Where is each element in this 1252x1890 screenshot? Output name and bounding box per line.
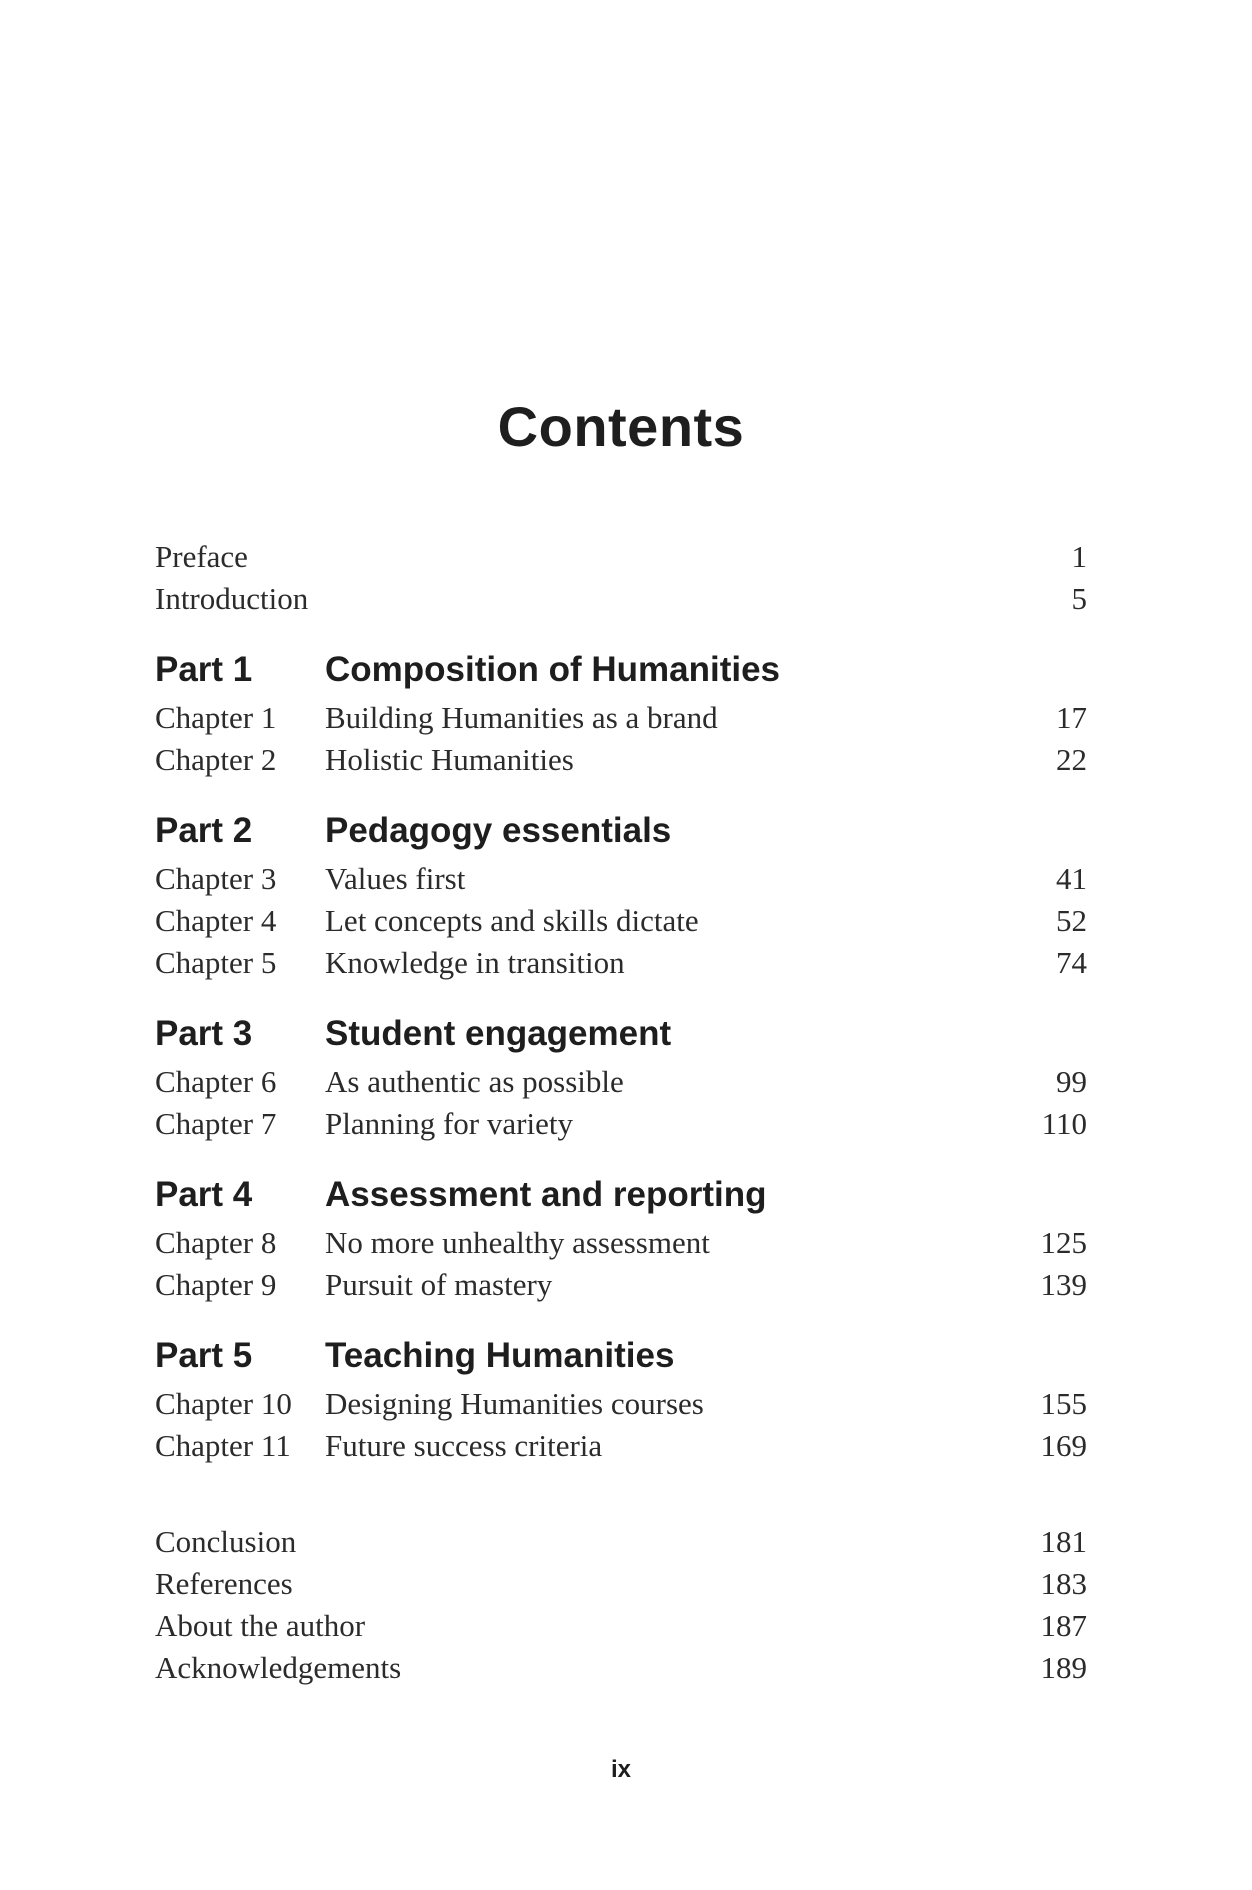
part-block-1 — [155, 646, 1087, 781]
entry-page-number: 139 — [1040, 1267, 1087, 1302]
entry-page-number: 41 — [1056, 861, 1087, 896]
chapter-title: Values first — [325, 861, 466, 896]
chapter-label: Chapter 6 — [155, 1064, 277, 1099]
entry-page-number: 125 — [1040, 1225, 1087, 1260]
entry-title: Preface — [155, 539, 248, 574]
entry-page-number: 110 — [1041, 1106, 1087, 1141]
chapter-title: Planning for variety — [325, 1106, 573, 1141]
chapter-title: No more unhealthy assessment — [325, 1225, 710, 1260]
page-title: Contents — [497, 395, 745, 458]
toc-entry-acknowledgements — [155, 1647, 1087, 1689]
part-label: Part 3 — [155, 1014, 253, 1053]
entry-page-number: 22 — [1056, 742, 1087, 777]
part-label: Part 4 — [155, 1175, 253, 1214]
part-heading — [155, 1010, 1087, 1057]
entry-title: About the author — [155, 1608, 366, 1643]
toc-entry-chapter-9 — [155, 1264, 1087, 1306]
part-heading — [155, 646, 1087, 693]
toc-entry-chapter-7 — [155, 1103, 1087, 1145]
entry-page-number: 1 — [1071, 539, 1087, 574]
part-block-3 — [155, 1010, 1087, 1145]
entry-title: Conclusion — [155, 1524, 297, 1559]
toc-entry-chapter-2 — [155, 739, 1087, 781]
entry-page-number: 5 — [1071, 581, 1087, 616]
chapter-title: Building Humanities as a brand — [325, 700, 718, 735]
toc-entry-references — [155, 1563, 1087, 1605]
chapter-label: Chapter 4 — [155, 903, 277, 938]
chapter-label: Chapter 9 — [155, 1267, 277, 1302]
part-title: Teaching Humanities — [325, 1336, 675, 1375]
chapter-title: Knowledge in transition — [325, 945, 625, 980]
chapter-label: Chapter 7 — [155, 1106, 277, 1141]
entry-page-number: 52 — [1056, 903, 1087, 938]
chapter-label: Chapter 5 — [155, 945, 277, 980]
chapter-title: Designing Humanities courses — [325, 1386, 704, 1421]
toc-entry-chapter-8 — [155, 1222, 1087, 1264]
part-heading — [155, 807, 1087, 854]
toc-entry-chapter-4 — [155, 900, 1087, 942]
part-heading — [155, 1171, 1087, 1218]
part-title: Student engagement — [325, 1014, 672, 1053]
toc-entry-conclusion — [155, 1521, 1087, 1563]
part-block-5 — [155, 1332, 1087, 1467]
entry-page-number: 99 — [1056, 1064, 1087, 1099]
toc-entry-chapter-10 — [155, 1383, 1087, 1425]
chapter-label: Chapter 8 — [155, 1225, 277, 1260]
chapter-title: As authentic as possible — [325, 1064, 624, 1099]
part-title: Composition of Humanities — [325, 650, 780, 689]
toc-entry-introduction — [155, 578, 1087, 620]
entry-title: References — [155, 1566, 293, 1601]
chapter-label: Chapter 2 — [155, 742, 277, 777]
part-label: Part 1 — [155, 650, 253, 689]
toc-entry-chapter-6 — [155, 1061, 1087, 1103]
toc-entry-chapter-5 — [155, 942, 1087, 984]
part-title: Assessment and reporting — [325, 1175, 767, 1214]
chapter-label: Chapter 11 — [155, 1428, 291, 1463]
entry-page-number: 155 — [1040, 1386, 1087, 1421]
toc-entry-about-the-author — [155, 1605, 1087, 1647]
entry-title: Introduction — [155, 581, 309, 616]
part-title: Pedagogy essentials — [325, 811, 672, 850]
chapter-title: Holistic Humanities — [325, 742, 574, 777]
entry-page-number: 74 — [1056, 945, 1087, 980]
entry-page-number: 187 — [1040, 1608, 1087, 1643]
entry-page-number: 181 — [1040, 1524, 1087, 1559]
chapter-title: Pursuit of mastery — [325, 1267, 553, 1302]
entry-page-number: 183 — [1040, 1566, 1087, 1601]
chapter-title: Let concepts and skills dictate — [325, 903, 699, 938]
part-label: Part 2 — [155, 811, 253, 850]
part-block-2 — [155, 807, 1087, 984]
folio-page-number: ix — [610, 1756, 631, 1783]
entry-page-number: 17 — [1056, 700, 1087, 735]
part-label: Part 5 — [155, 1336, 253, 1375]
entry-title: Acknowledgements — [155, 1650, 402, 1685]
entry-page-number: 189 — [1040, 1650, 1087, 1685]
toc-entry-preface — [155, 536, 1087, 578]
table-of-contents — [155, 536, 1087, 1689]
front-matter-block — [155, 536, 1087, 620]
chapter-title: Future success criteria — [325, 1428, 603, 1463]
chapter-label: Chapter 1 — [155, 700, 277, 735]
contents-column — [155, 0, 1087, 1689]
entry-page-number: 169 — [1040, 1428, 1087, 1463]
chapter-label: Chapter 10 — [155, 1386, 292, 1421]
back-matter-block — [155, 1521, 1087, 1689]
toc-entry-chapter-1 — [155, 697, 1087, 739]
toc-entry-chapter-11 — [155, 1425, 1087, 1467]
part-block-4 — [155, 1171, 1087, 1306]
chapter-label: Chapter 3 — [155, 861, 277, 896]
toc-entry-chapter-3 — [155, 858, 1087, 900]
part-heading — [155, 1332, 1087, 1379]
